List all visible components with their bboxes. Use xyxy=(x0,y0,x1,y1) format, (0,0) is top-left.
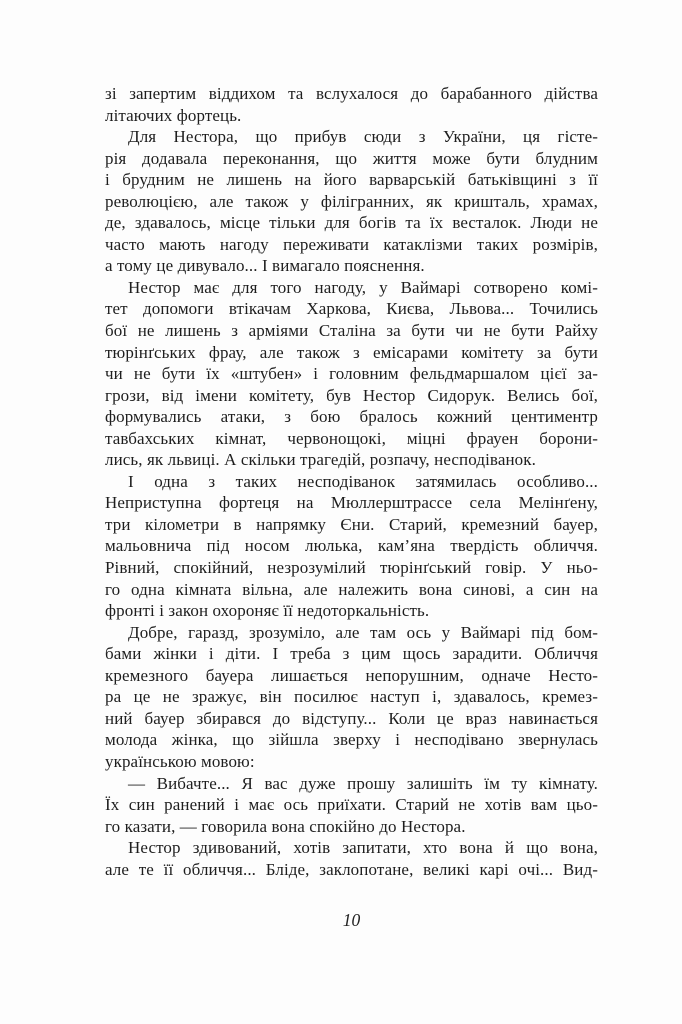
text-line: го казати, — говорила вона спокійно до Нестора. xyxy=(105,816,466,836)
text-line: тавбахських кімнат, червонощокі, міцні фрауен борони- xyxy=(105,428,598,448)
text-line: І одна з таких несподіванок затямилась особливо... xyxy=(128,471,598,491)
text-line: бами жінки і діти. І треба з цим щось зарадити. Обличчя xyxy=(105,644,598,664)
text-line: революцією, але також у філігранних, як кришталь, храмах, xyxy=(105,191,598,211)
text-line: Їх син ранений і має ось приїхати. Старий не хотів вам цьо- xyxy=(105,795,598,815)
text-line: ний бауер збирався до відступу... Коли це враз навинається xyxy=(105,708,598,728)
text-line: літаючих фортець. xyxy=(105,105,242,125)
page-text xyxy=(105,83,598,880)
text-line: а тому це дивувало... І вимагало пояснення. xyxy=(105,256,425,276)
text-line: і брудним не лишень на його варварській батьківщині з її xyxy=(105,170,598,190)
text-line: фронті і закон охороняє її недоторкальність. xyxy=(105,601,430,621)
text-line: мальовнича під носом люлька, кам’яна твердість обличчя. xyxy=(105,536,598,556)
text-line: кремезного бауера лишається непорушним, одначе Несто- xyxy=(105,665,598,685)
text-line: де, здавалось, місце тільки для богів та їх весталок. Люди не xyxy=(105,213,598,233)
text-line: Рівний, спокійний, незрозумілий тюрінґський говір. У ньо- xyxy=(105,558,598,578)
text-line: зі запертим віддихом та вслухалося до барабанного дійства xyxy=(105,84,598,103)
text-line: ра це не зражує, він посилює наступ і, здавалось, кремез- xyxy=(105,687,598,707)
text-line: грози, від імени комітету, був Нестор Сидорук. Велись бої, xyxy=(105,385,598,405)
page-number: 10 xyxy=(342,910,361,930)
text-line: рія додавала переконання, що життя може бути блудним xyxy=(105,148,598,168)
text-line: лись, як львиці. А скільки трагедій, розпачу, несподіванок. xyxy=(105,450,536,470)
text-line: Нестор має для того нагоду, у Ваймарі сотворено комі- xyxy=(128,277,598,297)
text-line: формувались атаки, з бою бралось кожний центиментр xyxy=(105,407,598,427)
text-line: Добре, гаразд, зрозуміло, але там ось у Ваймарі під бом- xyxy=(128,622,598,642)
text-line: тюрінґських фрау, але також з емісарами комітету за бути xyxy=(105,342,598,362)
text-line: Нестор здивований, хотів запитати, хто вона й що вона, xyxy=(128,838,598,858)
text-line: — Вибачте... Я вас дуже прошу залишіть їм ту кімнату. xyxy=(128,773,598,793)
text-line: го одна кімната вільна, але належить вона синові, а син на xyxy=(105,579,598,599)
text-line: Неприступна фортеця на Мюллерштрассе села Мелінґену, xyxy=(105,493,598,513)
text-line: молода жінка, що зійшла зверху і несподівано звернулась xyxy=(105,730,598,750)
text-line: українською мовою: xyxy=(105,751,255,771)
text-line: три кілометри в напрямку Єни. Старий, кремезний бауер, xyxy=(105,514,598,534)
text-line: чи не бути їх «штубен» і головним фельдмаршалом цієї за- xyxy=(105,364,598,384)
text-line: але те її обличчя... Бліде, заклопотане, великі карі очі... Вид- xyxy=(105,859,598,879)
text-line: Для Нестора, що прибув сюди з України, ця гісте- xyxy=(128,127,598,147)
text-line: часто мають нагоду переживати катаклізми таких розмірів, xyxy=(105,234,598,254)
text-line: бої не лишень з арміями Сталіна за бути чи не бути Райху xyxy=(105,321,598,341)
text-line: тет допомоги втікачам Харкова, Києва, Львова... Точились xyxy=(105,299,598,319)
